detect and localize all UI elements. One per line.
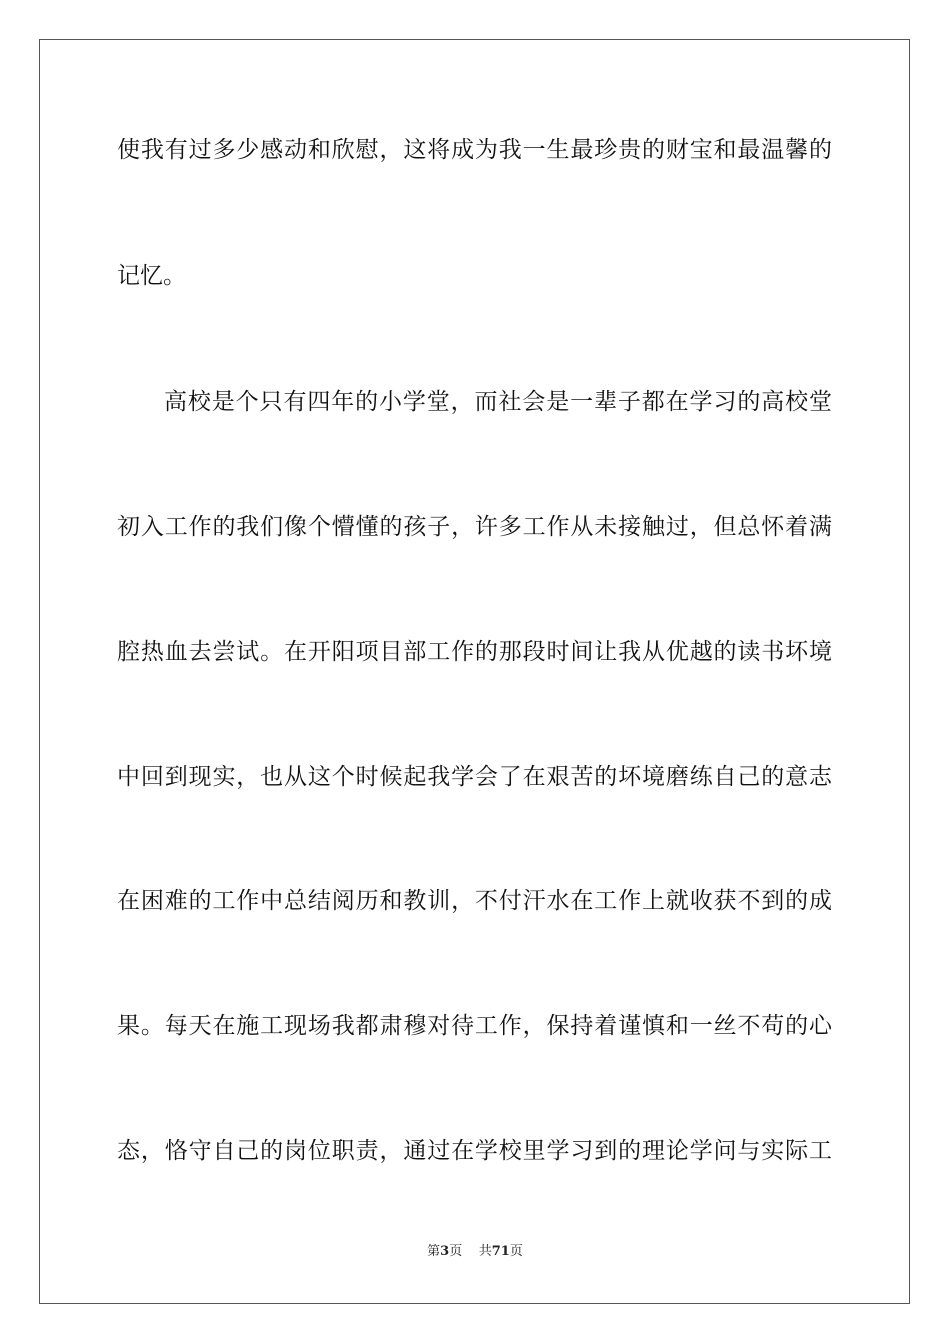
text-line-1: 使我有过多少感动和欣慰，这将成为我一生最珍贵的财宝和最温馨的 [117, 137, 832, 163]
text-line-5: 腔热血去尝试。在开阳项目部工作的那段时间让我从优越的读书坏境 [117, 639, 832, 665]
page-prefix: 第 [427, 1244, 441, 1259]
text-line-7: 在困难的工作中总结阅历和教训，不付汗水在工作上就收获不到的成 [117, 888, 832, 914]
text-line-2: 记忆。 [117, 263, 186, 289]
total-prefix: 共 [478, 1244, 492, 1259]
text-line-6: 中回到现实，也从这个时候起我学会了在艰苦的坏境磨练自己的意志 [117, 764, 832, 790]
page-footer [0, 1244, 950, 1260]
page-suffix: 页 [449, 1244, 463, 1259]
text-line-4: 初入工作的我们像个懵懂的孩子，许多工作从未接触过，但总怀着满 [117, 514, 832, 540]
total-suffix: 页 [509, 1244, 523, 1259]
total-pages: 71 [491, 1244, 510, 1259]
page-number: 3 [440, 1244, 450, 1259]
text-line-8: 果。每天在施工现场我都肃穆对待工作，保持着谨慎和一丝不苟的心 [117, 1013, 832, 1039]
paragraph-start-line: 高校是个只有四年的小学堂，而社会是一辈子都在学习的高校堂 [164, 389, 832, 415]
text-line-9: 态，恪守自己的岗位职责，通过在学校里学习到的理论学问与实际工 [117, 1138, 832, 1164]
page-frame [39, 39, 910, 1304]
